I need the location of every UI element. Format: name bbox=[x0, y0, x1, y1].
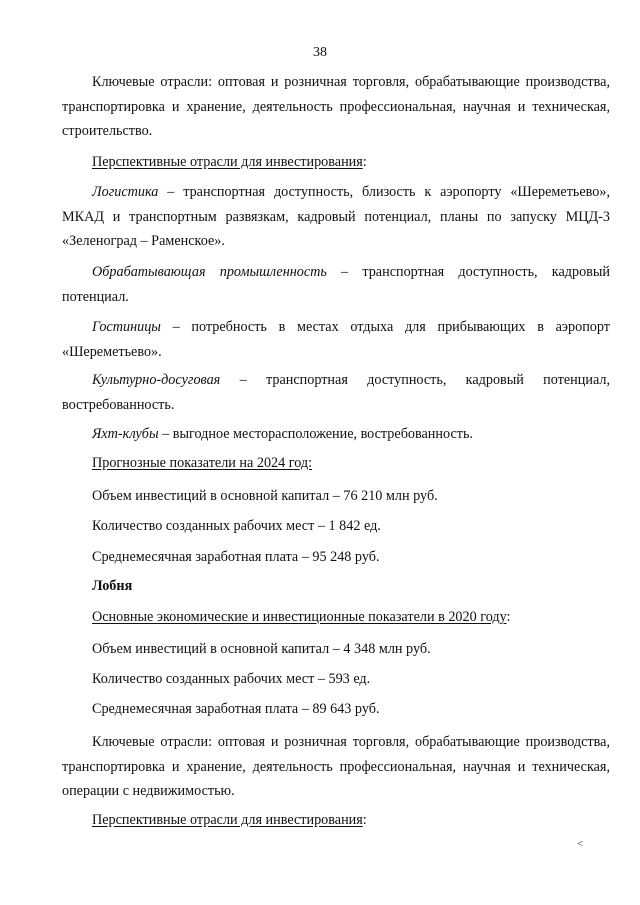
lobnya-key-industries-paragraph: Ключевые отрасли: оптовая и розничная торговля, обрабатывающие производства, транспортировка и хранение, деятельность профессиональная, научная и техническая, операции с недвижимостью. bbox=[62, 734, 610, 799]
yacht-term: Яхт-клубы bbox=[92, 426, 159, 442]
logistics-text: – транспортная доступность, близость к аэропорту «Шереметьево», МКАД и транспортным развязкам, кадровый потенциал, планы по запуску МЦД-3 «Зеленоград – Раменское». bbox=[62, 184, 610, 249]
key-industries-paragraph: Ключевые отрасли: оптовая и розничная торговля, обрабатывающие производства, транспортировка и хранение, деятельность профессиональная, научная и техническая, строительство. bbox=[62, 74, 610, 139]
perspective-heading bbox=[62, 150, 610, 175]
lobnya-jobs: Количество созданных рабочих мест – 593 ед. bbox=[92, 671, 371, 687]
forecast-heading-text: Прогнозные показатели на 2024 год: bbox=[92, 455, 313, 471]
lobnya-salary: Среднемесячная заработная плата – 89 643 руб. bbox=[92, 701, 380, 717]
hotels-paragraph bbox=[62, 315, 610, 364]
hotels-term: Гостиницы bbox=[92, 319, 161, 335]
hotels-text: – потребность в местах отдыха для прибывающих в аэропорт «Шереметьево». bbox=[62, 319, 610, 360]
logistics-paragraph bbox=[62, 180, 610, 254]
manufacturing-paragraph bbox=[62, 260, 610, 309]
culture-paragraph bbox=[62, 368, 610, 417]
heading-colon: : bbox=[506, 609, 511, 625]
main-indicators-heading bbox=[62, 605, 610, 630]
yacht-paragraph bbox=[62, 422, 610, 447]
margin-mark: < bbox=[577, 838, 584, 850]
forecast-jobs: Количество созданных рабочих мест – 1 842 ед. bbox=[92, 518, 381, 534]
forecast-heading bbox=[62, 451, 610, 476]
district-title: Лобня bbox=[92, 578, 133, 594]
forecast-salary: Среднемесячная заработная плата – 95 248 руб. bbox=[92, 549, 380, 565]
forecast-investment: Объем инвестиций в основной капитал – 76 210 млн руб. bbox=[92, 488, 438, 504]
perspective-heading-2 bbox=[62, 808, 610, 833]
heading-colon: : bbox=[362, 812, 367, 828]
heading-colon: : bbox=[362, 154, 367, 170]
logistics-term: Логистика bbox=[92, 184, 159, 200]
culture-term: Культурно-досуговая bbox=[92, 372, 221, 388]
perspective-heading-2-text: Перспективные отрасли для инвестирования bbox=[92, 812, 363, 828]
lobnya-investment: Объем инвестиций в основной капитал – 4 348 млн руб. bbox=[92, 641, 431, 657]
page-number: 38 bbox=[313, 45, 327, 60]
main-indicators-heading-text: Основные экономические и инвестиционные показатели в 2020 году bbox=[92, 609, 507, 625]
manufacturing-term: Обрабатывающая промышленность bbox=[92, 264, 327, 280]
perspective-heading-text: Перспективные отрасли для инвестирования bbox=[92, 154, 363, 170]
manufacturing-text: – транспортная доступность, кадровый потенциал. bbox=[62, 264, 610, 305]
yacht-text: – выгодное месторасположение, востребованность. bbox=[158, 426, 473, 442]
culture-text: – транспортная доступность, кадровый потенциал, востребованность. bbox=[62, 372, 610, 413]
